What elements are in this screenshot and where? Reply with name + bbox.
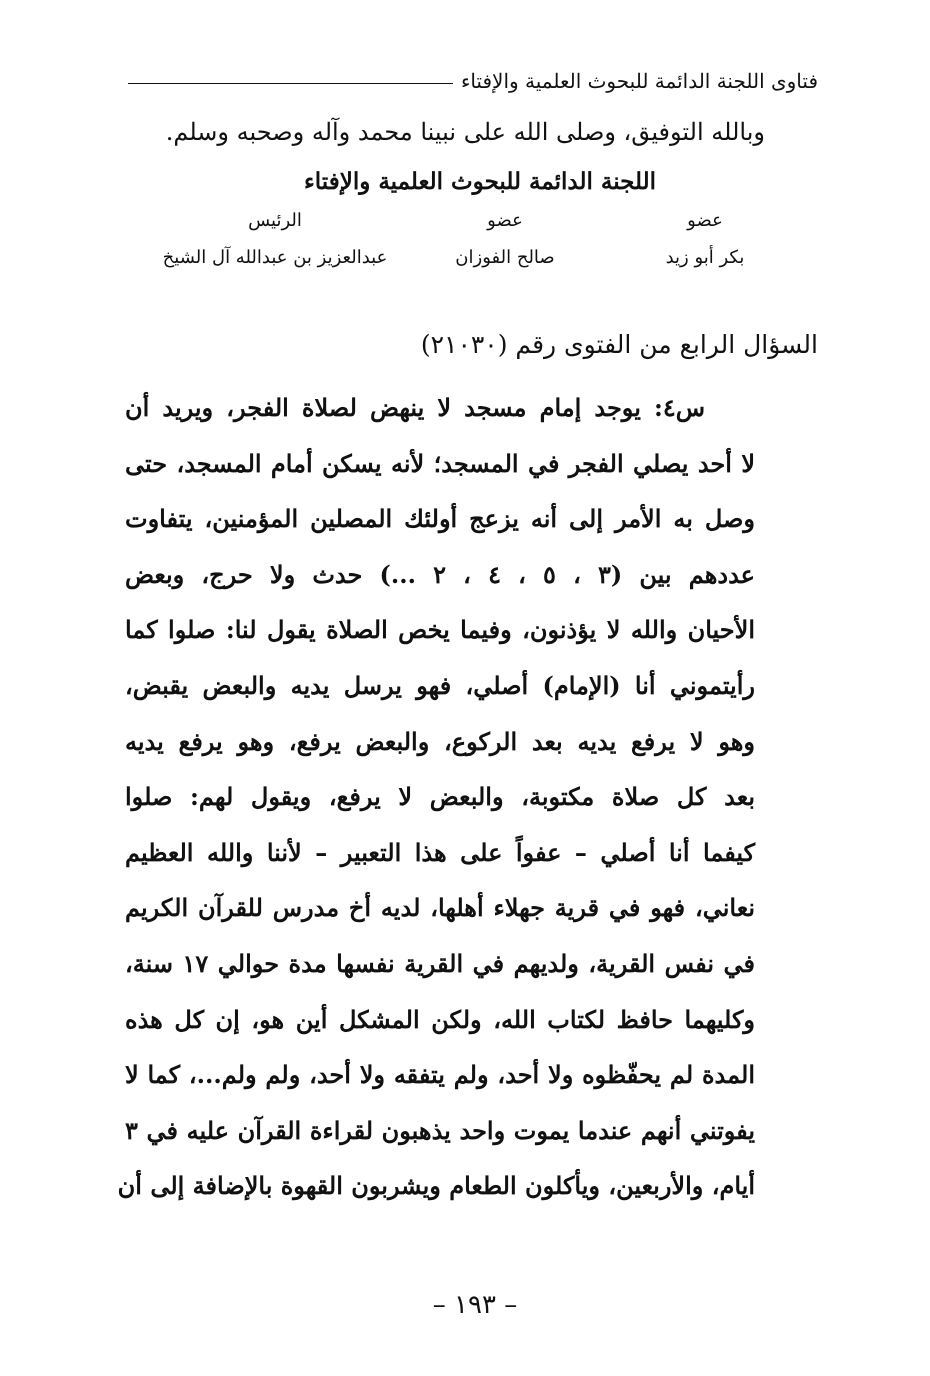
signatory-role: عضو: [687, 210, 723, 231]
body-line: أيام، والأربعين، ويأكلون الطعام ويشربون القهوة بالإضافة إلى أن: [117, 1171, 755, 1201]
body-line: وهو لا يرفع يديه بعد الركوع، والبعض يرفع، وهو يرفع يديه: [125, 726, 755, 756]
body-line: رأيتموني أنا (الإمام) أصلي، فهو يرسل يديه والبعض يقبض،: [125, 670, 755, 700]
body-line: س٤: يوجد إمام مسجد لا ينهض لصلاة الفجر، ويريد أن: [125, 393, 705, 422]
header-rule: [128, 83, 453, 84]
signatory: [650, 210, 760, 268]
signatories-block: [150, 210, 760, 290]
signatory-name: عبدالعزيز بن عبدالله آل الشيخ: [162, 247, 388, 268]
body-line: وكليهما حافظ لكتاب الله، ولكن المشكل أين هو، إن كل هذه: [125, 1004, 755, 1034]
body-line: كيفما أنا أصلي – عفواً على هذا التعبير – لأننا والله العظيم: [125, 837, 755, 867]
question-body: [117, 380, 756, 1214]
body-line: عددهم بين (٣ ، ٥ ، ٤ ، ٢ ...) حدث ولا حرج، وبعض: [125, 559, 755, 589]
question-reference: السؤال الرابع من الفتوى رقم (٢١٠٣٠): [420, 330, 818, 359]
body-line: وصل به الأمر إلى أنه يزعج أولئك المصلين المؤمنين، يتفاوت: [125, 504, 755, 534]
body-line: نعاني، فهو في قرية جهلاء أهلها، لديه أخ مدرس للقرآن الكريم: [125, 893, 755, 923]
committee-name: اللجنة الدائمة للبحوث العلمية والإفتاء: [303, 168, 657, 195]
body-line: بعد كل صلاة مكتوبة، والبعض لا يرفع، ويقول لهم: صلوا: [125, 782, 755, 812]
body-line: لا أحد يصلي الفجر في المسجد؛ لأنه يسكن أمام المسجد، حتى: [125, 448, 755, 478]
signatory: [440, 210, 570, 268]
running-header: [128, 64, 818, 98]
running-title: فتاوى اللجنة الدائمة للبحوث العلمية والإفتاء: [460, 69, 818, 93]
signatory-role: الرئيس: [248, 210, 302, 231]
closing-formula: وبالله التوفيق، وصلى الله على نبينا محمد وآله وصحبه وسلم.: [165, 118, 765, 146]
signatory: [150, 210, 400, 268]
body-line: المدة لم يحفّظوه ولا أحد، ولم يتفقه ولا أحد، ولم ولم...، كما لا: [125, 1060, 755, 1090]
page-number: – ١٩٣ –: [432, 1290, 518, 1320]
signatory-role: عضو: [487, 210, 523, 231]
signatory-name: صالح الفوزان: [455, 247, 555, 268]
body-line: في نفس القرية، ولديهم في القرية نفسها مدة حوالي ١٧ سنة،: [125, 948, 756, 978]
signatory-name: بكر أبو زيد: [665, 247, 745, 268]
body-line: يفوتني أنهم عندما يموت واحد يذهبون لقراءة القرآن عليه في ٣: [125, 1115, 755, 1145]
body-line: الأحيان والله لا يؤذنون، وفيما يخص الصلاة يقول لنا: صلوا كما: [125, 615, 755, 645]
